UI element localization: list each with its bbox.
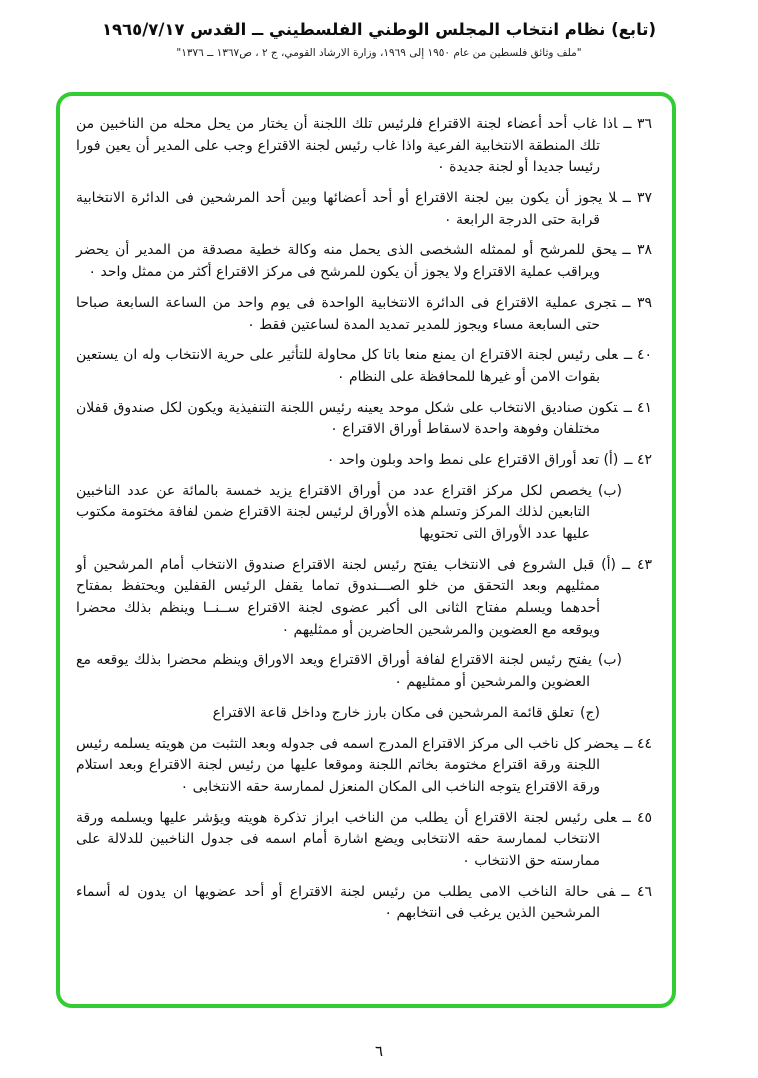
article-item-45 <box>76 808 652 873</box>
article-item-46 <box>76 882 652 925</box>
article-item-42-a <box>76 450 652 472</box>
article-text: على رئيس لجنة الاقتراع ان يمنع منعا باتا كل محاولة للتأثير على حرية الانتخاب وله ان يستعين بقوات الامن أو غيرها للمحافظة على النظام ٠ <box>76 347 618 385</box>
document-source-line: "ملف وثائق فلسطين من عام ١٩٥٠ إلى ١٩٦٩، وزارة الارشاد القومي، ج ٢ ، ص١٣٦٧ ــ ١٣٧٦" <box>176 47 582 59</box>
article-sub-letter: (ب) <box>597 652 622 669</box>
article-text: تجرى عملية الاقتراع فى الدائرة الانتخابية الواحدة فى يوم واحد من الساعة السابعة صباحا حتى السابعة مساء ويجوز للمدير تمديد المدة لساعتين فقط ٠ <box>76 294 617 333</box>
article-text: (أ) قبل الشروع فى الانتخاب يفتح رئيس لجنة الاقتراع صندوق الانتخاب أمام المرشحين أو ممثليهم وبعد التحقق من خلو الصـــندوق تماما يقفل الرئيس القفلين ويحتفظ بمفتاح أحدهما ويسلم مفتاح الثانى الى أكبر عضوى لجنة الاقتراع ســنــا وينظم بذلك محضرا ويوقعه مع العضوين والمرشحين الحاضرين أو ممثليهم ٠ <box>76 556 616 638</box>
article-text: يخصص لكل مركز اقتراع عدد من أوراق الاقتراع يزيد خمسة بالمائة عن عدد الناخبين التابعين لذلك المركز وتسلم هذه الأوراق لرئيس لجنة الاقتراع ضمن لفافة مختومة مكتوب عليها عدد الأوراق التى تحتويها <box>76 482 592 542</box>
article-item-39 <box>76 293 652 336</box>
article-sub-letter: (ب) <box>597 482 622 499</box>
article-item-43-c <box>76 703 652 725</box>
page-number: ٦ <box>374 1042 384 1060</box>
article-item-43-b <box>76 650 652 693</box>
article-number: ٤٦ ــ <box>621 883 653 900</box>
article-text: يحضر كل ناخب الى مركز الاقتراع المدرج اسمه فى جدوله وبعد التثبت من هويته يسلمه رئيس اللجنة ورقة اقتراع مختومة بخاتم اللجنة وموقعا عليها من رئيس لجنة الاقتراع وبعد استلام ورقة الاقتراع يتوجه الناخب الى المكان المنعزل لممارسة حقه الانتخابى ٠ <box>76 735 619 795</box>
article-text: لا يجوز أن يكون بين لجنة الاقتراع أو أحد أعضائها وبين أحد المرشحين فى الدائرة الانتخابية قرابة حتى الدرجة الرابعة ٠ <box>76 190 617 228</box>
article-item-42-b <box>76 481 652 546</box>
regulations-box <box>56 92 676 1008</box>
article-text: على رئيس لجنة الاقتراع أن يطلب من الناخب ابراز تذكرة هويته ويؤشر عليها ويسلمه ورقة الانتخاب لممارسة حقه الانتخابى ويضع اشارة أمام اسمه فى جدول الناخبين للدلالة على ممارسته حق الانتخاب ٠ <box>76 809 617 869</box>
article-item-37 <box>76 188 652 231</box>
article-number: ٤١ ــ <box>623 399 652 416</box>
document-header <box>0 0 758 59</box>
article-number: ٤٤ ــ <box>624 735 652 752</box>
article-number: ٣٧ ــ <box>622 190 652 207</box>
article-item-41 <box>76 398 652 441</box>
article-item-40 <box>76 345 652 388</box>
article-text: تكون صناديق الانتخاب على شكل موحد يعينه رئيس اللجنة التنفيذية ويكون لكل صندوق قفلان مختلفان وفوهة واحدة لاسقاط أوراق الاقتراع ٠ <box>76 399 618 438</box>
article-text: اذا غاب أحد أعضاء لجنة الاقتراع فلرئيس تلك اللجنة أن يختار من يحل محله من الناخبين من تلك المنطقة الانتخابية الفرعية واذا غاب رئيس لجنة الاقتراع وجب على المدير أن يعين فورا رئيسا جديدا أو لجنة جديدة ٠ <box>76 116 618 176</box>
article-number: ٣٩ ــ <box>622 294 652 311</box>
article-sub-letter: (ج) <box>580 704 600 721</box>
page-footer <box>0 1042 758 1060</box>
article-number: ٣٦ ــ <box>623 116 652 132</box>
article-item-36 <box>76 114 652 179</box>
article-number: ٣٨ ــ <box>622 242 653 259</box>
article-number: ٤٠ ــ <box>623 347 652 364</box>
article-text: تعلق قائمة المرشحين فى مكان بارز خارج وداخل قاعة الاقتراع <box>212 704 575 721</box>
article-text: يحق للمرشح أو لممثله الشخصى الذى يحمل منه وكالة خطية مصدقة من المدير أن يحضر ويراقب عملية الاقتراع ولا يجوز أن يكون للمرشح فى مركز الاقتراع أكثر من ممثل واحد ٠ <box>76 242 617 281</box>
article-text: (أ) تعد أوراق الاقتراع على نمط واحد وبلون واحد ٠ <box>326 451 619 468</box>
article-text: فى حالة الناخب الامى يطلب من رئيس لجنة الاقتراع أو أحد عضويها ان يدون له أسماء المرشحين الذين يرغب فى انتخابهم ٠ <box>76 883 616 922</box>
article-item-44 <box>76 734 652 799</box>
article-number: ٤٢ ــ <box>624 451 652 468</box>
article-number: ٤٣ ــ <box>621 556 653 573</box>
article-number: ٤٥ ــ <box>622 809 652 826</box>
article-text: يفتح رئيس لجنة الاقتراع لفافة أوراق الاقتراع ويعد الاوراق وينظم محضرا بذلك يوقعه مع العضوين والمرشحين أو ممثليهم ٠ <box>76 652 592 691</box>
article-item-43-a <box>76 555 652 642</box>
document-title: (تابع) نظام انتخاب المجلس الوطني الفلسطيني ــ القدس ١٩٦٥/٧/١٧ <box>101 20 657 39</box>
article-item-38 <box>76 240 652 283</box>
